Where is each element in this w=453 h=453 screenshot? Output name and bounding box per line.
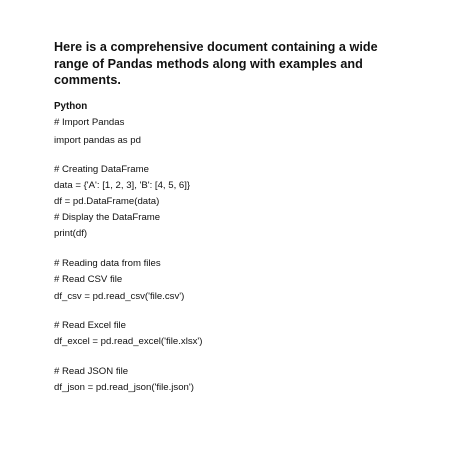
code-line: df_excel = pd.read_excel('file.xlsx') [54, 336, 203, 347]
code-line: # Read Excel file [54, 320, 126, 331]
code-line: import pandas as pd [54, 135, 141, 146]
code-language-label: Python [54, 101, 88, 112]
code-line: # Creating DataFrame [54, 164, 149, 175]
code-line: data = {'A': [1, 2, 3], 'B': [4, 5, 6]} [54, 180, 191, 191]
code-line: df_json = pd.read_json('file.json') [54, 382, 194, 393]
code-line: # Read CSV file [54, 274, 123, 285]
code-line: # Import Pandas [54, 117, 125, 128]
code-line: df = pd.DataFrame(data) [54, 196, 160, 207]
code-line: # Read JSON file [54, 366, 129, 377]
code-line: # Reading data from files [54, 258, 161, 269]
code-line: df_csv = pd.read_csv('file.csv') [54, 291, 185, 302]
code-line: print(df) [54, 228, 88, 239]
document-heading: Here is a comprehensive document containing a wide range of Pandas methods along with examples and comments. [54, 40, 378, 87]
code-line: # Display the DataFrame [54, 212, 161, 223]
